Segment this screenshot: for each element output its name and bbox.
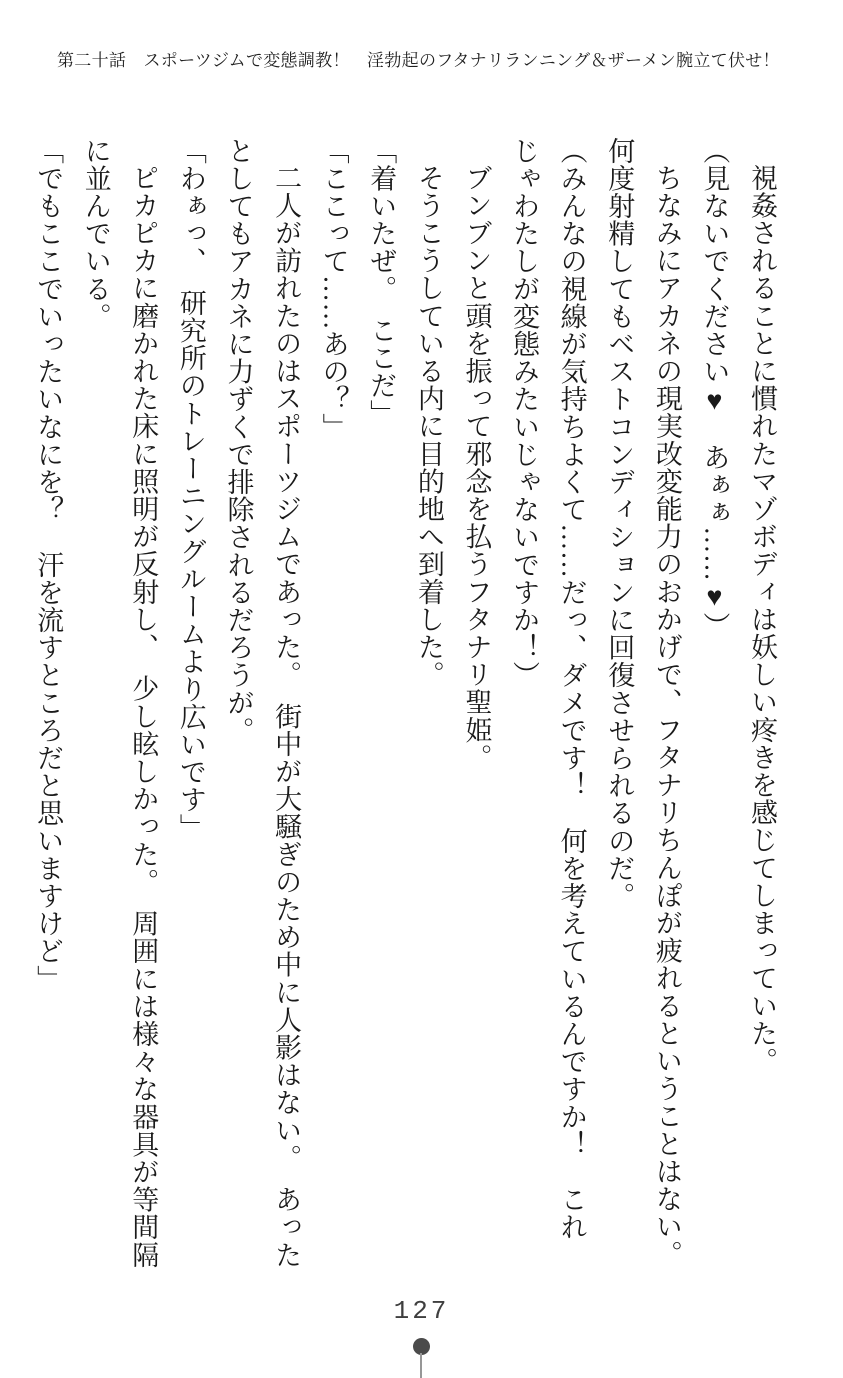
text-line: （見ないでください♥ あぁぁ……♥）: [699, 137, 730, 640]
text-line: （みんなの視線が気持ちよくて……だっ、ダメです！ 何を考えているんですか！ これ: [556, 137, 587, 1241]
text-line: じゃわたしが変態みたいじゃないですか！）: [509, 137, 540, 689]
text-line: 「わぁっ、 研究所のトレーニングルームより広いです」: [175, 137, 206, 842]
text-line: ピカピカに磨かれた床に照明が反射し、 少し眩しかった。 周囲には様々な器具が等間隔: [128, 164, 159, 1269]
page-number: 127: [393, 1296, 450, 1326]
text-line: 二人が訪れたのはスポーツジムであった。 街中が大騒ぎのため中に人影はない。 あった: [271, 164, 302, 1269]
text-line: 視姦されることに慣れたマゾボディは妖しい疼きを感じてしまっていた。: [747, 164, 777, 1075]
chapter-header: 第二十話 スポーツジムで変態調教！ 淫勃起のフタナリランニング＆ザーメン腕立て伏せ！: [57, 51, 780, 70]
text-line: 「着いたぜ。 ここだ」: [366, 137, 397, 428]
text-line: 「ここって……あの？」: [318, 137, 349, 441]
text-line: ちなみにアカネの現実改変能力のおかげで、フタナリちんぽが疲れるということはない。: [651, 164, 682, 1268]
body-text-block: [24, 137, 786, 1269]
text-line: 何度射精してもベストコンディションに回復させられるのだ。: [604, 137, 635, 910]
text-line: 「でもここでいったいなにを？ 汗を流すところだと思いますけど」: [33, 137, 64, 993]
text-line: そうこうしている内に目的地へ到着した。: [413, 164, 444, 689]
text-line: ブンブンと頭を振って邪念を払うフタナリ聖姫。: [461, 164, 492, 772]
text-line: としてもアカネに力ずくで排除されるだろうが。: [223, 137, 254, 745]
text-line: に並んでいる。: [80, 137, 111, 331]
folio-marker-line: [420, 1353, 422, 1378]
